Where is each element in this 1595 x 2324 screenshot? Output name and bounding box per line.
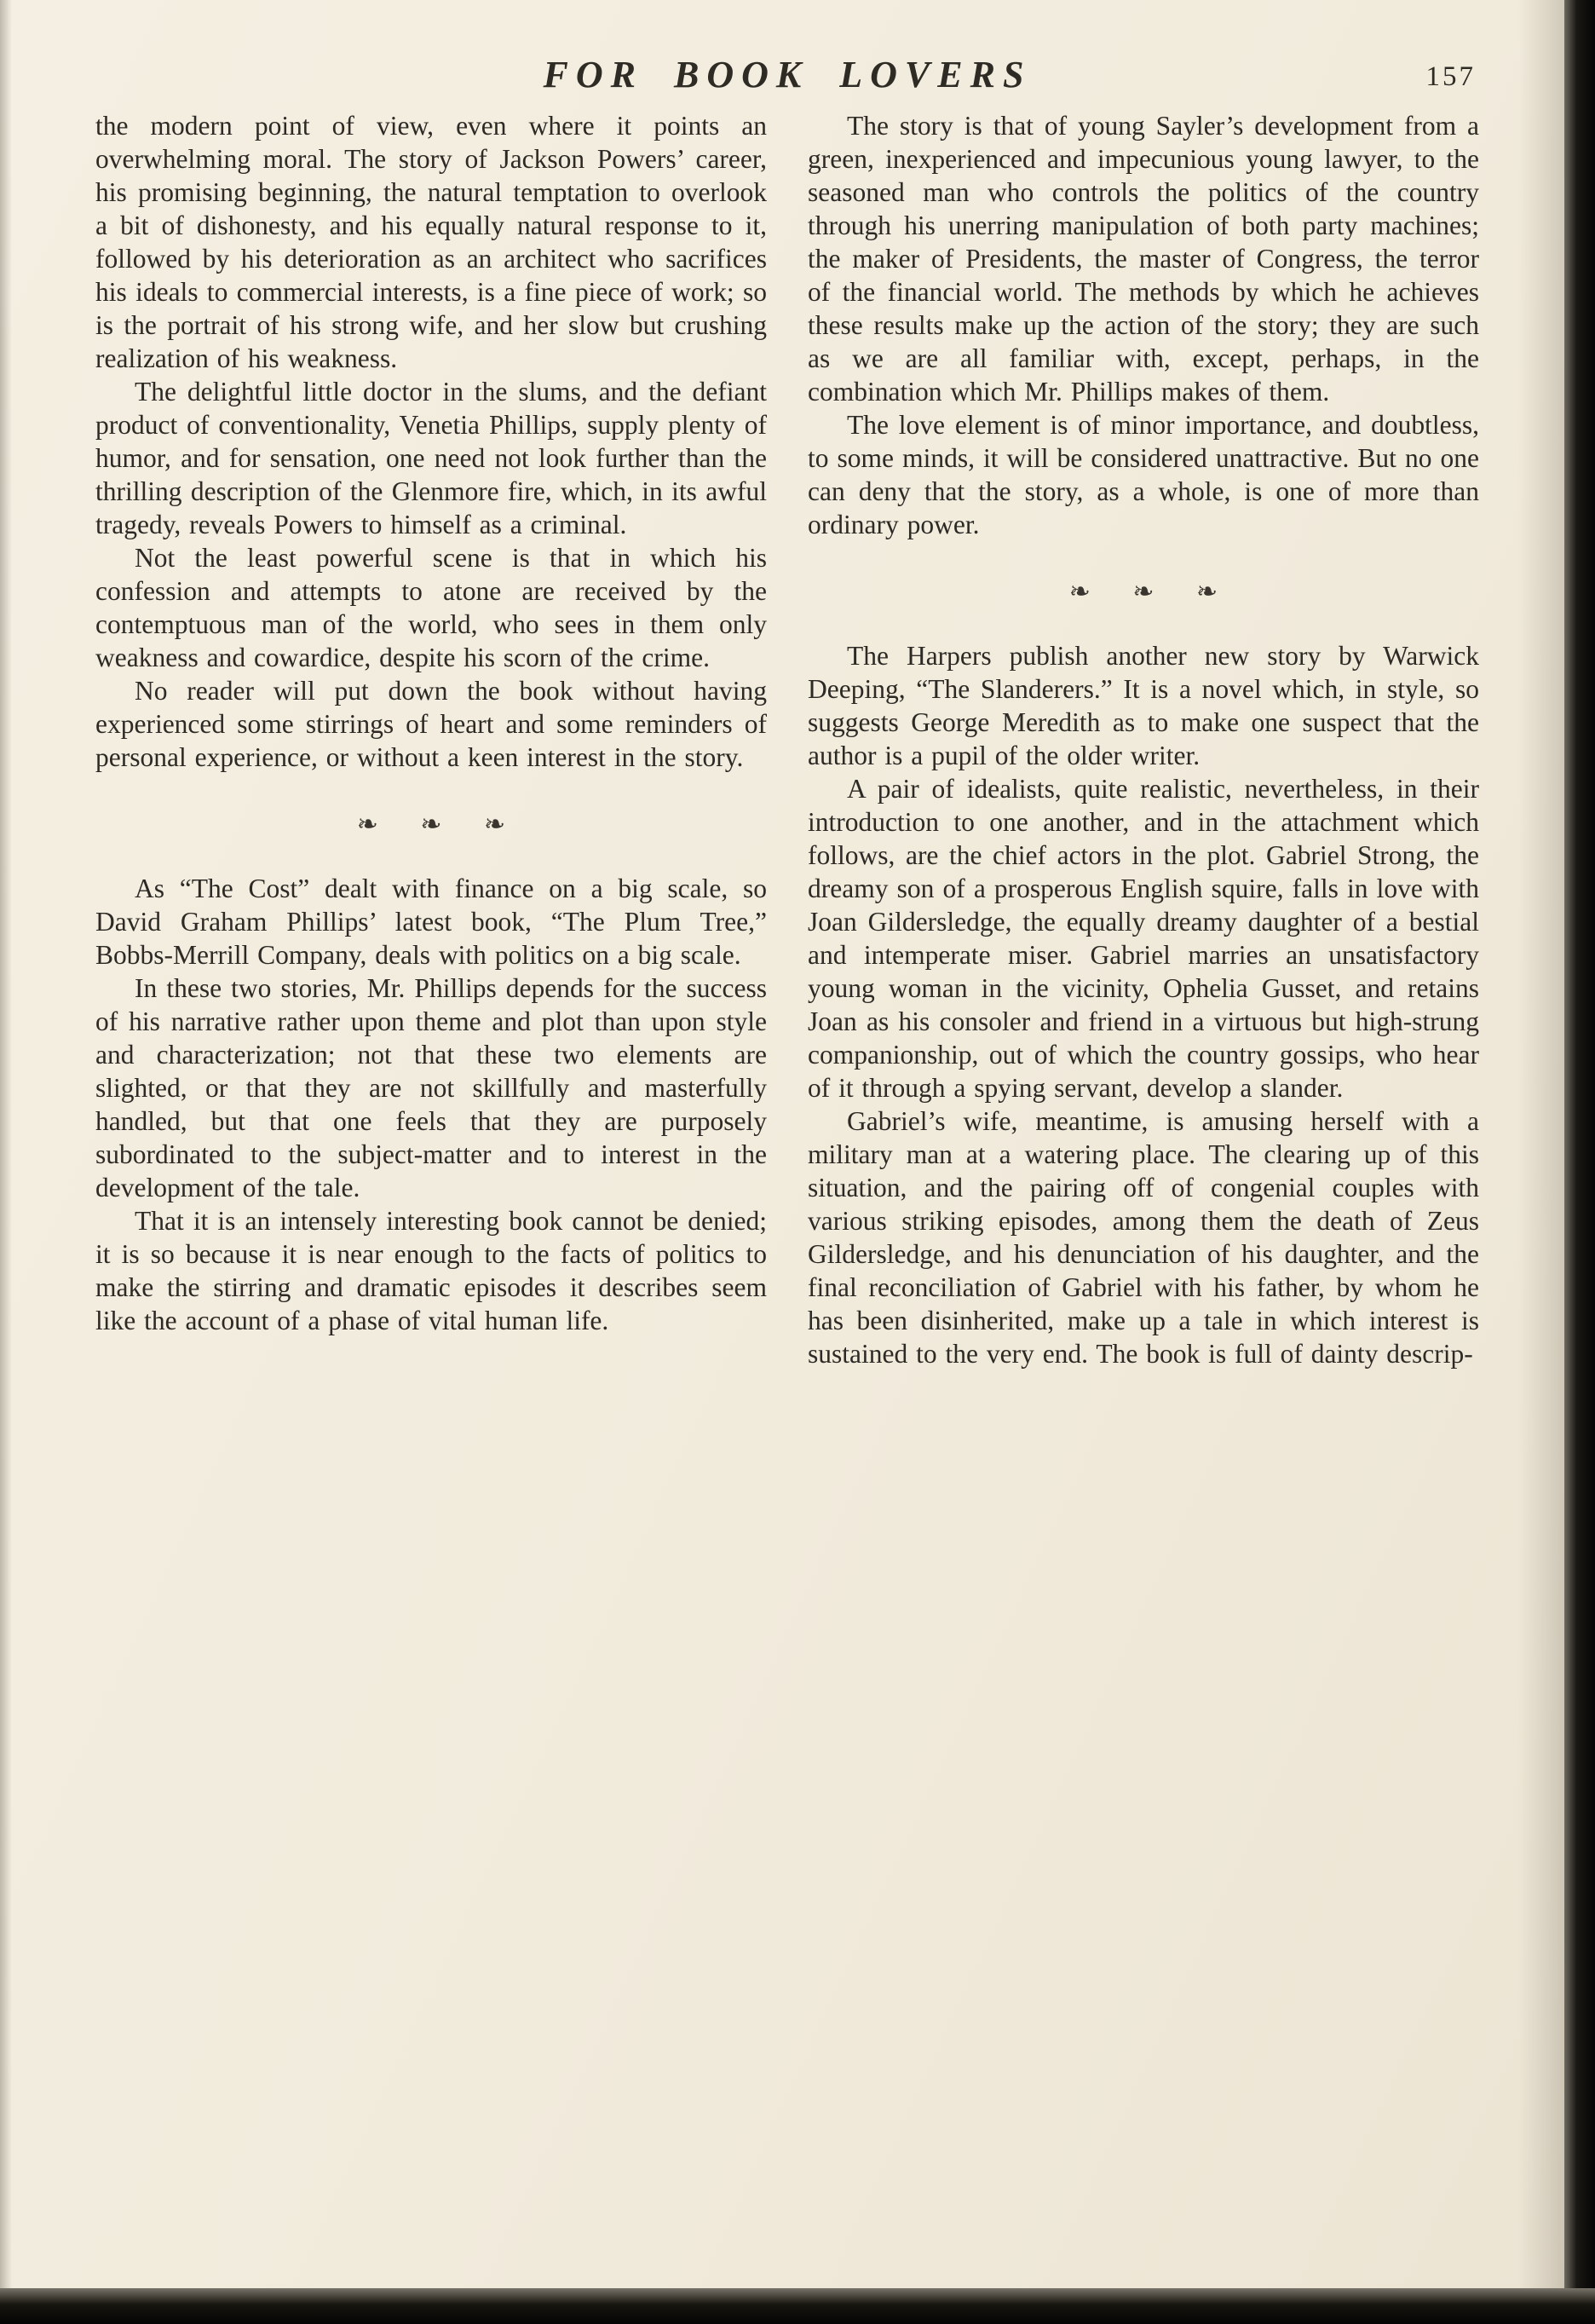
paragraph: In these two stories, Mr. Phillips depends for the success of his narrative rather upon theme and plot than upon style and characterization; not that these two elements are slighted, or that they are not skillfully and masterfully handled, but that one feels that they are purposely subordinated to the subject-matter and to interest in the development of the tale. [95, 973, 767, 1202]
paragraph: The Harpers publish another new story by Warwick Deeping, “The Slanderers.” It is a novel which, in style, so suggests George Meredith as to make one suspect that the author is a pupil of the older writer. [808, 641, 1479, 770]
scan-gutter-shadow [1518, 0, 1564, 2324]
paragraph: the modern point of view, even where it points an overwhelming moral. The story of Jackson Powers’ career, his promising beginning, the natural temptation to overlook a bit of dishonesty, and his equally natural response to it, followed by his deterioration as an architect who sacrifices his ideals to commercial interests, is a fine piece of work; so is the portrait of his strong wife, and her slow but crushing realization of his weakness. [95, 111, 767, 373]
page-number: 157 [1425, 61, 1476, 92]
paragraph: The delightful little doctor in the slums, and the defiant product of conventionality, Venetia Phillips, supply plenty of humor, and for sensation, one need not look further than the thrilling description of the Glenmore fire, which, in its awful tragedy, reveals Powers to himself as a criminal. [95, 377, 767, 539]
running-title: FOR BOOK LOVERS [543, 54, 1032, 95]
fleuron-ornament: ❧ ❧ ❧ [1068, 578, 1218, 606]
paragraph: Gabriel’s wife, meantime, is amusing herself with a military man at a watering place. The clearing up of this situation, and the pairing off of congenial couples with various striking episodes, among them the death of Zeus Gildersledge, and his denunciation of his daughter, and the final reconciliation of Gabriel with his father, by whom he has been disinherited, make up a tale in which interest is sustained to the very end. The book is full of dainty descrip- [808, 1106, 1479, 1369]
paragraph: The story is that of young Sayler’s development from a green, inexperienced and impecunious young lawyer, to the seasoned man who controls the politics of the country through his unerring manipulation of both party machines; the maker of Presidents, the master of Congress, the terror of the financial world. The methods by which he achieves these results make up the action of the story; they are such as we are all familiar with, except, perhaps, in the combination which Mr. Phillips makes of them. [808, 111, 1479, 407]
paragraph: The love element is of minor importance, and doubtless, to some minds, it will be considered unattractive. But no one can deny that the story, as a whole, is one of more than ordinary power. [808, 410, 1479, 539]
left-column [95, 109, 767, 1370]
paragraph: That it is an intensely interesting book cannot be denied; it is so because it is near enough to the facts of politics to make the stirring and dramatic episodes it describes seem like the account of a phase of vital human life. [95, 1206, 767, 1335]
scan-edge-right [1564, 0, 1595, 2324]
scan-edge-left [0, 0, 12, 2324]
fleuron-ornament: ❧ ❧ ❧ [356, 810, 506, 839]
paragraph: A pair of idealists, quite realistic, nevertheless, in their introduction to one another, and in the attachment which follows, are the chief actors in the plot. Gabriel Strong, the dreamy son of a prosperous English squire, falls in love with Joan Gildersledge, the equally dreamy daughter of a bestial and intemperate miser. Gabriel marries an unsatisfactory young woman in the vicinity, Ophelia Gusset, and retains Joan as his consoler and friend in a virtuous but high-strung companionship, out of which the country gossips, who hear of it through a spying servant, develop a slander. [808, 774, 1479, 1103]
paragraph: As “The Cost” dealt with finance on a big scale, so David Graham Phillips’ latest book, “The Plum Tree,” Bobbs-Merrill Company, deals with politics on a big scale. [95, 874, 767, 970]
scan-edge-bottom [0, 2288, 1595, 2324]
page-header [95, 53, 1479, 112]
paragraph: No reader will put down the book without having experienced some stirrings of heart and some reminders of personal experience, or without a keen interest in the story. [95, 676, 767, 772]
right-column [808, 109, 1479, 1370]
text-columns [95, 109, 1479, 1370]
paragraph: Not the least powerful scene is that in which his confession and attempts to atone are received by the contemptuous man of the world, who sees in them only weakness and cowardice, despite his scorn of the crime. [95, 543, 767, 672]
